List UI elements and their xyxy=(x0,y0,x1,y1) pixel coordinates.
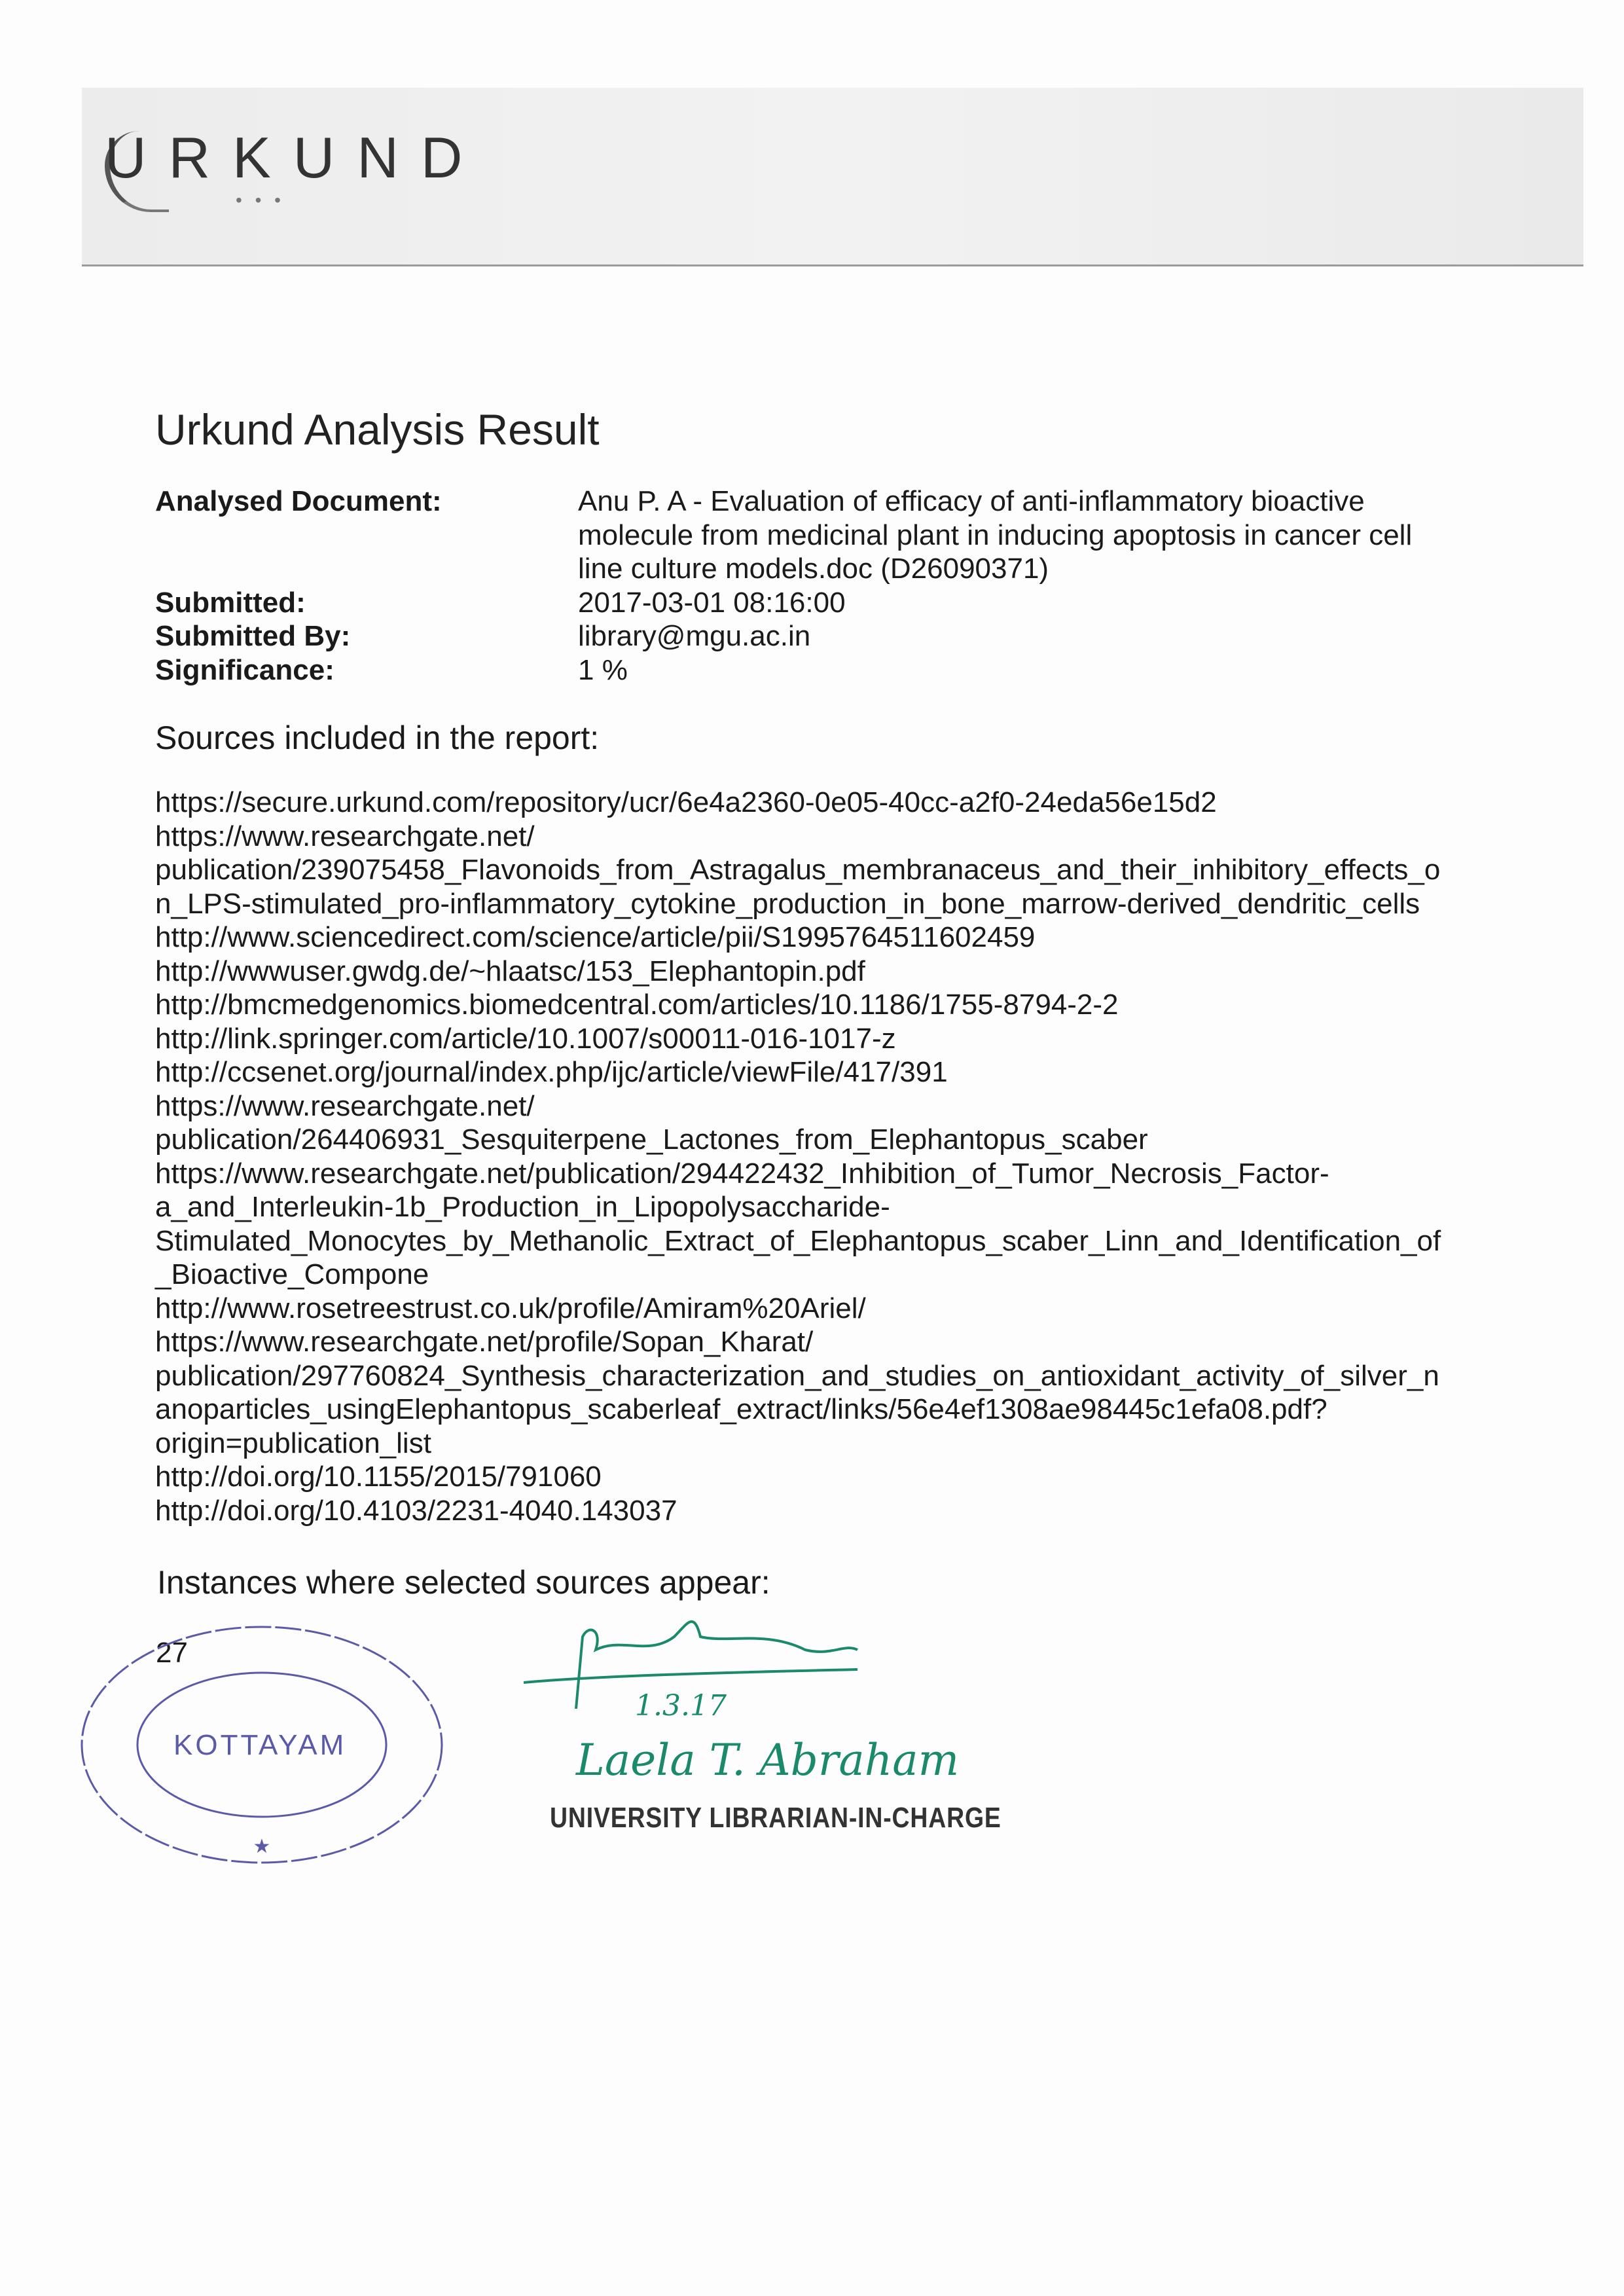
source-line: http://doi.org/10.4103/2231-4040.143037 xyxy=(155,1494,677,1527)
meta-row-submitted-by xyxy=(155,619,1462,653)
source-line: https://secure.urkund.com/repository/ucr/6e4a2360-0e05-40cc-a2f0-24eda56e15d2 xyxy=(155,786,1217,818)
meta-value: library@mgu.ac.in xyxy=(578,620,811,652)
page-title: Urkund Analysis Result xyxy=(155,405,600,454)
source-line: https://www.researchgate.net/profile/Sopan_Kharat/ xyxy=(155,1326,814,1358)
source-line: http://www.sciencedirect.com/science/article/pii/S1995764511602459 xyxy=(155,921,1036,953)
sources-heading: Sources included in the report: xyxy=(155,720,600,756)
source-line: http://link.springer.com/article/10.1007/s00011-016-1017-z xyxy=(155,1022,896,1055)
source-line: https://www.researchgate.net/ xyxy=(155,820,535,852)
meta-row-significance xyxy=(155,653,1462,687)
signature-date: 1.3.17 xyxy=(635,1689,727,1722)
logo-dots-icon: • • • xyxy=(236,190,285,210)
source-line: Stimulated_Monocytes_by_Methanolic_Extract_of_Elephantopus_scaber_Linn_and_Identification_of xyxy=(155,1224,1441,1257)
source-line: https://www.researchgate.net/publication/294422432_Inhibition_of_Tumor_Necrosis_Factor- xyxy=(155,1157,1329,1190)
stamp-center-text: KOTTAYAM xyxy=(173,1729,347,1761)
source-line: https://www.researchgate.net/ xyxy=(155,1089,535,1122)
meta-value: 2017-03-01 08:16:00 xyxy=(578,586,846,619)
source-line: http://doi.org/10.1155/2015/791060 xyxy=(155,1461,602,1493)
source-line: publication/239075458_Flavonoids_from_Astragalus_membranaceus_and_their_inhibitory_effects_o xyxy=(155,854,1441,886)
source-line: http://wwwuser.gwdg.de/~hlaatsc/153_Elephantopin.pdf xyxy=(155,955,865,987)
signatory-name: Laela T. Abraham xyxy=(576,1735,960,1785)
instances-count: 27 xyxy=(156,1637,188,1669)
meta-value: Anu P. A - Evaluation of efficacy of anti-inflammatory bioactive molecule from medicinal plant in inducing apoptosis in cancer cell line culture models.doc (D26090371) xyxy=(578,485,1413,585)
meta-label: Analysed Document: xyxy=(155,485,442,517)
source-line: a_and_Interleukin-1b_Production_in_Lipopolysaccharide- xyxy=(155,1191,890,1223)
source-line: n_LPS-stimulated_pro-inflammatory_cytokine_production_in_bone_marrow-derived_dendritic_cells xyxy=(155,887,1420,920)
document-metadata xyxy=(155,484,1462,687)
handwritten-signature xyxy=(517,1597,871,1728)
source-line: anoparticles_usingElephantopus_scaberleaf_extract/links/56e4ef1308ae98445c1efa08.pdf? xyxy=(155,1393,1327,1425)
sources-list xyxy=(155,786,1530,1527)
star-icon: ★ xyxy=(253,1836,271,1857)
source-line: http://bmcmedgenomics.biomedcentral.com/articles/10.1186/1755-8794-2-2 xyxy=(155,989,1119,1021)
meta-row-analysed-document xyxy=(155,484,1462,586)
meta-label: Submitted: xyxy=(155,586,306,619)
signatory-role: UNIVERSITY LIBRARIAN-IN-CHARGE xyxy=(550,1802,1001,1834)
source-line: origin=publication_list xyxy=(155,1427,431,1459)
meta-row-submitted xyxy=(155,586,1462,620)
meta-value: 1 % xyxy=(578,653,628,686)
library-stamp xyxy=(75,1617,448,1872)
source-line: http://ccsenet.org/journal/index.php/ijc/article/viewFile/417/391 xyxy=(155,1056,948,1088)
meta-label: Submitted By: xyxy=(155,620,351,652)
source-line: _Bioactive_Compone xyxy=(155,1258,429,1290)
source-line: http://www.rosetreestrust.co.uk/profile/Amiram%20Ariel/ xyxy=(155,1292,866,1324)
source-line: publication/264406931_Sesquiterpene_Lactones_from_Elephantopus_scaber xyxy=(155,1123,1148,1156)
source-line: publication/297760824_Synthesis_characterization_and_studies_on_antioxidant_activity_of_silver_n xyxy=(155,1359,1439,1392)
urkund-logo: URKUND xyxy=(105,125,485,190)
instances-heading: Instances where selected sources appear: xyxy=(157,1564,770,1601)
meta-label: Significance: xyxy=(155,653,334,686)
